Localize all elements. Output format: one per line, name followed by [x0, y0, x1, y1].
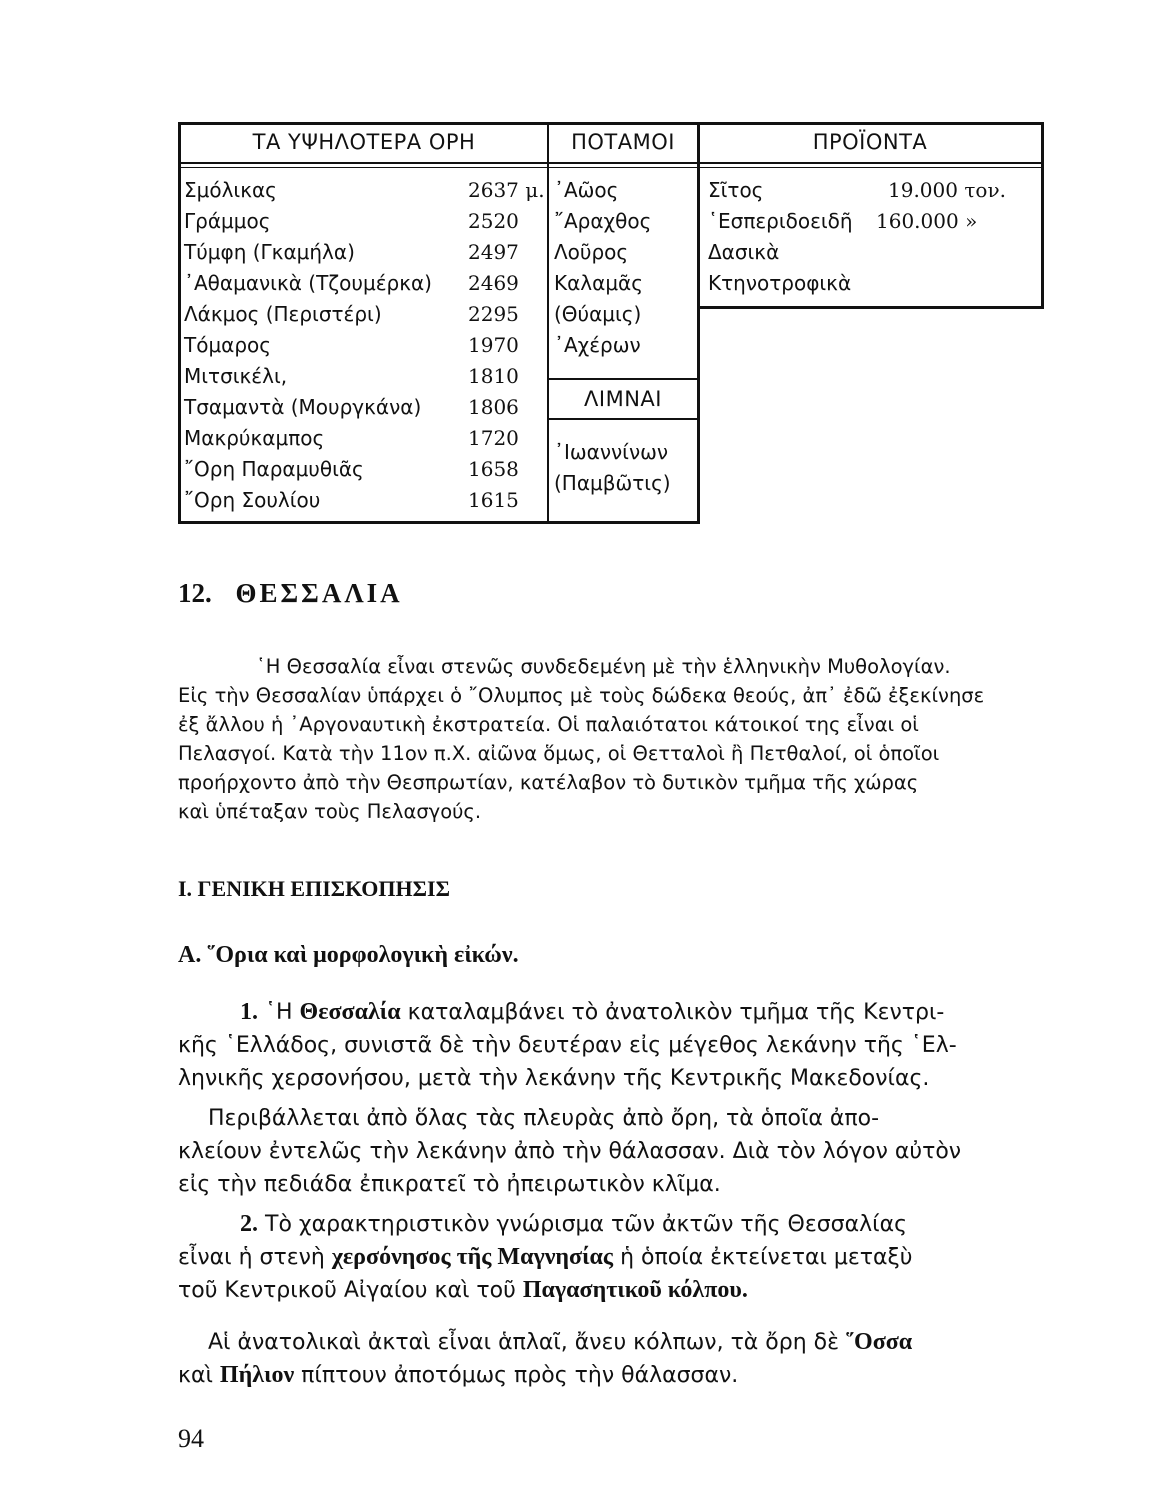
header-rule — [178, 162, 1044, 164]
river-name: Λοῦρος — [554, 240, 629, 264]
text-line: καὶ ὑπέταξαν τοὺς Πελασγούς. — [178, 800, 482, 823]
text-line — [178, 1208, 1044, 1241]
inline-text: ῾Η — [265, 1000, 293, 1025]
text-line — [178, 1359, 1044, 1392]
text-line: ῾Η Θεσσαλία εἶναι στενῶς συνδεδεμένη μὲ τὴν ἑλληνικὴν Μυθολογίαν. — [256, 655, 951, 678]
bold-term: ῞Οσσα — [846, 1329, 913, 1355]
section-number: 12. — [178, 578, 212, 608]
bold-term: Θεσσαλία — [299, 999, 401, 1025]
inline-text: καὶ — [178, 1363, 213, 1388]
mountain-height: 1720 — [468, 426, 519, 450]
mountain-height: 1615 — [468, 488, 519, 512]
product-name: ῾Εσπεριδοειδῆ — [708, 209, 853, 233]
heading-general-overview: Ι. ΓΕΝΙΚΗ ΕΠΙΣΚΟΠΗΣΙΣ — [178, 876, 450, 901]
mountain-height: 2497 — [468, 240, 519, 264]
intro-paragraph — [178, 652, 1044, 826]
river-name: (Θύαμις) — [554, 302, 642, 326]
section-title-text: ΘΕΣΣΑΛΙΑ — [235, 578, 403, 608]
table-border-right-upper — [1041, 122, 1044, 308]
bold-term: Πήλιον — [219, 1362, 295, 1388]
river-name: ᾿Αῶος — [554, 178, 619, 202]
text-line — [178, 1326, 1044, 1359]
inline-text: τοῦ Κεντρικοῦ Αἰγαίου καὶ τοῦ — [178, 1278, 516, 1303]
header-rivers: ΠΟΤΑΜΟΙ — [571, 130, 675, 154]
paragraph-3 — [178, 1208, 1044, 1307]
header-mountains: ΤΑ ΥΨΗΛΟΤΕΡΑ ΟΡΗ — [252, 130, 476, 154]
lake-name: ᾿Ιωαννίνων — [554, 440, 669, 464]
header-lakes: ΛΙΜΝΑΙ — [584, 387, 662, 411]
text-line: Πελασγοί. Κατὰ τὴν 11ον π.Χ. αἰῶνα ὅμως, οἱ Θετταλοὶ ἢ Πετθαλοί, οἱ ὁποῖοι — [178, 742, 940, 765]
lakes-rule-top — [548, 378, 698, 380]
mountain-name: Τύμφη (Γκαμήλα) — [184, 240, 355, 264]
summary-table — [178, 122, 1044, 524]
table-border-top — [178, 122, 1044, 125]
bold-term: χερσόνησος τῆς Μαγνησίας — [331, 1244, 614, 1270]
text-line: προήρχοντο ἀπὸ τὴν Θεσπρωτίαν, κατέλαβον τὸ δυτικὸν τμῆμα τῆς χώρας — [178, 771, 919, 794]
text-line: κλείουν ἐντελῶς τὴν λεκάνην ἀπὸ τὴν θάλασσαν. Διὰ τὸν λόγον αὐτὸν — [178, 1139, 962, 1164]
paragraph-4 — [178, 1326, 1044, 1392]
mountain-height: 1658 — [468, 457, 519, 481]
mountain-name: Σμόλικας — [184, 178, 277, 202]
text-line: ληνικῆς χερσονήσου, μετὰ τὴν λεκάνην τῆς Κεντρικῆς Μακεδονίας. — [178, 1066, 930, 1091]
mountain-name: Τσαμαντὰ (Μουργκάνα) — [184, 395, 422, 419]
river-name: ῎Αραχθος — [554, 209, 652, 233]
mountain-name: ῎Ορη Σουλίου — [184, 488, 321, 512]
text-line: Περιβάλλεται ἀπὸ ὅλας τὰς πλευρὰς ἀπὸ ὄρη, τὰ ὁποῖα ἀπο- — [208, 1106, 880, 1131]
mountain-name: Λάκμος (Περιστέρι) — [184, 302, 382, 326]
text-line — [178, 1274, 1044, 1307]
column-divider-1 — [547, 122, 549, 524]
mountain-name: ῎Ορη Παραμυθιᾶς — [184, 457, 364, 481]
mountain-height: 2469 — [468, 271, 519, 295]
mountain-height: 1970 — [468, 333, 519, 357]
text-line: Εἰς τὴν Θεσσαλίαν ὑπάρχει ὁ ῎Ολυμπος μὲ τοὺς δώδεκα θεούς, ἀπ᾿ ἐδῶ ἐξεκίνησε — [178, 684, 985, 707]
product-name: Δασικὰ — [708, 240, 780, 264]
inline-text: εἶναι ἡ στενὴ — [178, 1245, 325, 1270]
paragraph-2 — [178, 1102, 1044, 1201]
inline-text: καταλαμβάνει τὸ ἀνατολικὸν τμῆμα τῆς Κεντρι- — [407, 1000, 945, 1025]
text-line: ἐξ ἄλλου ἡ ᾿Αργοναυτικὴ ἐκστρατεία. Οἱ παλαιότατοι κάτοικοί της εἶναι οἱ — [178, 713, 919, 736]
text-line: εἰς τὴν πεδιάδα ἐπικρατεῖ τὸ ἠπειρωτικὸν κλῖμα. — [178, 1172, 721, 1197]
mountain-height: 2520 — [468, 209, 519, 233]
table-border-products-bottom — [700, 306, 1044, 309]
text-line — [178, 1241, 1044, 1274]
product-name: Κτηνοτροφικὰ — [708, 271, 852, 295]
paragraph-1 — [178, 996, 1044, 1095]
text-line — [178, 996, 1044, 1029]
paragraph-number: 1. — [240, 999, 258, 1025]
section-title — [178, 578, 403, 609]
product-amount: 19.000 τον. — [888, 178, 1006, 202]
text-line: κῆς ῾Ελλάδος, συνιστᾶ δὲ τὴν δευτέραν εἰς μέγεθος λεκάνην τῆς ῾Ελ- — [178, 1033, 957, 1058]
mountain-name: Τόμαρος — [184, 333, 272, 357]
inline-text: ἡ ὁποία ἐκτείνεται μεταξὺ — [620, 1245, 913, 1270]
mountain-height: 2637 μ. — [468, 178, 545, 202]
product-name: Σῖτος — [708, 178, 764, 202]
mountain-name: Μιτσικέλι, — [184, 364, 288, 388]
paragraph-number: 2. — [240, 1211, 258, 1237]
inline-text: Τὸ χαρακτηριστικὸν γνώρισμα τῶν ἀκτῶν τῆς Θεσσαλίας — [265, 1212, 907, 1237]
page-number: 94 — [178, 1424, 204, 1453]
inline-text: πίπτουν ἀποτόμως πρὸς τὴν θάλασσαν. — [301, 1363, 739, 1388]
mountain-height: 1810 — [468, 364, 519, 388]
inline-text: Αἱ ἀνατολικαὶ ἀκταὶ εἶναι ἁπλαῖ, ἄνευ κόλπων, τὰ ὄρη δὲ — [208, 1330, 840, 1355]
river-name: ᾿Αχέρων — [554, 333, 641, 357]
mountain-height: 2295 — [468, 302, 519, 326]
mountain-height: 1806 — [468, 395, 519, 419]
heading-borders: Α. ῞Ορια καὶ μορφολογικὴ εἰκών. — [178, 942, 519, 968]
column-divider-2 — [697, 122, 699, 524]
lake-name: (Παμβῶτις) — [554, 471, 671, 495]
table-border-bottom — [178, 521, 700, 524]
header-rule-second — [178, 167, 1044, 168]
bold-term: Παγασητικοῦ κόλπου. — [522, 1277, 748, 1303]
product-amount: 160.000 » — [876, 209, 978, 233]
table-border-left — [178, 122, 181, 524]
mountain-name: Μακρύκαμπος — [184, 426, 325, 450]
header-products: ΠΡΟΪΟΝΤΑ — [812, 130, 928, 154]
lakes-rule-bottom — [548, 418, 698, 420]
mountain-name: ᾿Αθαμανικὰ (Τζουμέρκα) — [184, 271, 432, 295]
river-name: Καλαμᾶς — [554, 271, 643, 295]
mountain-name: Γράμμος — [184, 209, 271, 233]
